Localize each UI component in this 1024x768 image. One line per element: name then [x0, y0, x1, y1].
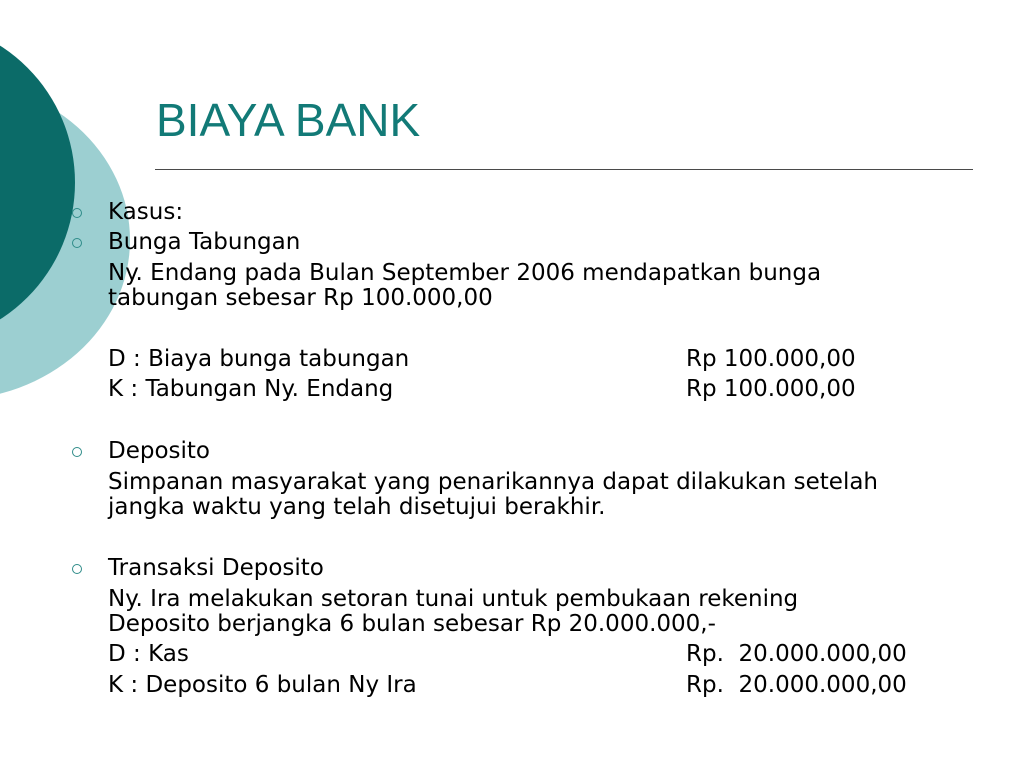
deposito-heading: Deposito [108, 438, 210, 464]
slide-title: BIAYA BANK [156, 94, 421, 146]
transaksi-desc-line-2: Deposito berjangka 6 bulan sebesar Rp 20.000.000,- [108, 611, 716, 637]
transaksi-desc-line-1: Ny. Ira melakukan setoran tunai untuk pembukaan rekening [108, 586, 799, 612]
deposito-desc-line-1: Simpanan masyarakat yang penarikannya dapat dilakukan setelah [108, 469, 879, 495]
bunga-credit-account: K : Tabungan Ny. Endang [108, 376, 394, 402]
deposito-desc-line-2: jangka waktu yang telah disetujui berakhir. [108, 494, 606, 520]
bunga-credit-amount: Rp 100.000,00 [686, 376, 856, 402]
bullet-circle-icon [72, 447, 82, 457]
bullet-circle-icon [72, 238, 82, 248]
bunga-debit-amount: Rp 100.000,00 [686, 346, 856, 372]
transaksi-credit-account: K : Deposito 6 bulan Ny Ira [108, 672, 417, 698]
bunga-desc-line-2: tabungan sebesar Rp 100.000,00 [108, 285, 493, 311]
bunga-debit-account: D : Biaya bunga tabungan [108, 346, 410, 372]
transaksi-debit-account: D : Kas [108, 641, 189, 667]
transaksi-credit-amount: Rp. 20.000.000,00 [686, 672, 907, 698]
bunga-heading: Bunga Tabungan [108, 229, 301, 255]
bunga-desc-line-1: Ny. Endang pada Bulan September 2006 mendapatkan bunga [108, 260, 822, 286]
bullet-circle-icon [72, 564, 82, 574]
kasus-label: Kasus: [108, 199, 184, 225]
bullet-circle-icon [72, 208, 82, 218]
transaksi-heading: Transaksi Deposito [108, 555, 324, 581]
transaksi-debit-amount: Rp. 20.000.000,00 [686, 641, 907, 667]
